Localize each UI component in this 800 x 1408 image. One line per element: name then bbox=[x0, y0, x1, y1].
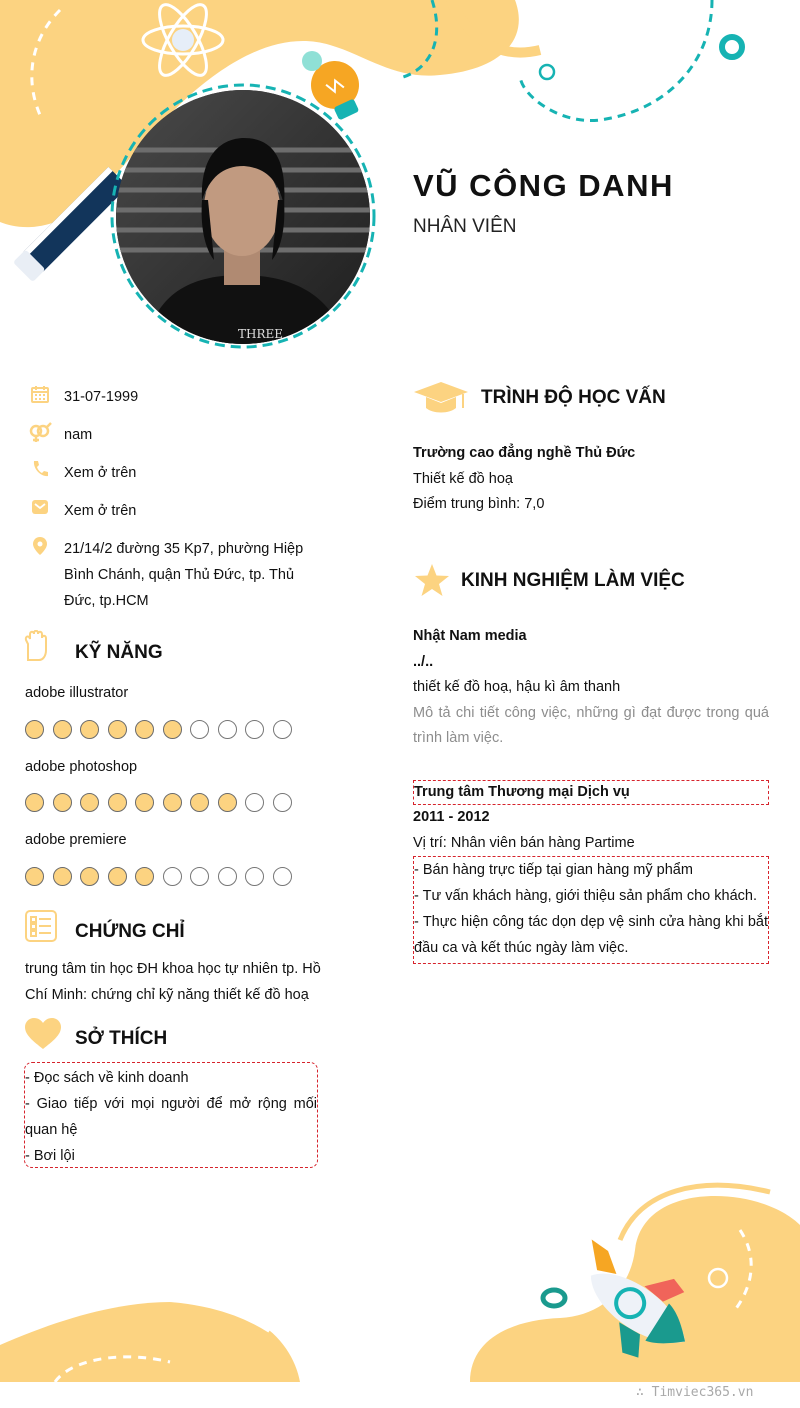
rating-dot-empty bbox=[273, 867, 292, 886]
skill-rating bbox=[25, 793, 292, 812]
skill-name: adobe premiere bbox=[25, 832, 127, 848]
education-title: TRÌNH ĐỘ HỌC VẤN bbox=[481, 387, 666, 408]
rating-dot-empty bbox=[163, 867, 182, 886]
contact-gender bbox=[28, 422, 328, 448]
job-description: Mô tả chi tiết công việc, những gì đạt được trong quá trình làm việc. bbox=[413, 704, 769, 746]
rating-dot-filled bbox=[53, 867, 72, 886]
rating-dot-filled bbox=[80, 867, 99, 886]
phone-icon bbox=[28, 460, 52, 482]
job-detail-item: - Tư vấn khách hàng, giới thiệu sản phẩm cho khách. bbox=[414, 888, 757, 904]
contact-birthday bbox=[28, 384, 328, 410]
rating-dot-filled bbox=[135, 867, 154, 886]
gender-value: nam bbox=[64, 427, 93, 443]
rating-dot-empty bbox=[218, 867, 237, 886]
experience-title: KINH NGHIỆM LÀM VIỆC bbox=[461, 570, 685, 591]
phone-value: Xem ở trên bbox=[64, 465, 137, 481]
rating-dot-empty bbox=[190, 720, 209, 739]
rating-dot-filled bbox=[25, 793, 44, 812]
skill-name: adobe illustrator bbox=[25, 685, 129, 701]
rating-dot-filled bbox=[108, 720, 127, 739]
job-detail-item: - Thực hiện công tác dọn dẹp vệ sinh cửa hàng khi bắt đầu ca và kết thúc ngày làm việc. bbox=[414, 914, 768, 956]
contact-phone bbox=[28, 460, 328, 486]
rating-dot-filled bbox=[163, 720, 182, 739]
school-name: Trường cao đẳng nghề Thủ Đức bbox=[413, 445, 636, 461]
address-value: 21/14/2 đường 35 Kp7, phường Hiệp Bình Chánh, quận Thủ Đức, tp. Thủ Đức, tp.HCM bbox=[64, 541, 304, 609]
job-entry bbox=[413, 780, 769, 964]
rating-dot-empty bbox=[245, 720, 264, 739]
rating-dot-filled bbox=[108, 867, 127, 886]
rating-dot-filled bbox=[163, 793, 182, 812]
hand-icon bbox=[23, 630, 49, 667]
hobbies-list bbox=[24, 1062, 318, 1168]
rating-dot-empty bbox=[218, 720, 237, 739]
major: Thiết kế đồ hoạ bbox=[413, 470, 513, 487]
rating-dot-empty bbox=[273, 793, 292, 812]
job-role: Vị trí: Nhân viên bán hàng Partime bbox=[413, 834, 635, 851]
skill-rating bbox=[25, 720, 292, 739]
rating-dot-filled bbox=[190, 793, 209, 812]
certificates-title: CHỨNG CHỈ bbox=[75, 921, 185, 942]
rating-dot-empty bbox=[245, 867, 264, 886]
star-icon bbox=[414, 563, 450, 602]
rating-dot-empty bbox=[190, 867, 209, 886]
svg-text:THREE: THREE bbox=[238, 327, 284, 341]
hobby-item: - Đọc sách về kinh doanh bbox=[25, 1070, 189, 1086]
calendar-icon bbox=[28, 384, 52, 406]
hobby-item: - Bơi lội bbox=[25, 1148, 75, 1164]
rating-dot-filled bbox=[135, 793, 154, 812]
rating-dot-filled bbox=[53, 793, 72, 812]
rating-dot-filled bbox=[135, 720, 154, 739]
company-name: Trung tâm Thương mại Dịch vụ bbox=[413, 780, 769, 805]
job-role: thiết kế đồ hoạ, hậu kì âm thanh bbox=[413, 679, 621, 695]
email-value: Xem ở trên bbox=[64, 503, 137, 519]
candidate-position: NHÂN VIÊN bbox=[413, 216, 517, 237]
skill-name: adobe photoshop bbox=[25, 759, 138, 775]
job-detail-item: - Bán hàng trực tiếp tại gian hàng mỹ phẩm bbox=[414, 862, 693, 878]
certificate-text: trung tâm tin học ĐH khoa học tự nhiên tp. Hồ Chí Minh: chứng chỉ kỹ năng thiết kế đồ hoạ bbox=[25, 961, 321, 1003]
company-name: Nhật Nam media bbox=[413, 628, 527, 644]
hobbies-title: SỞ THÍCH bbox=[75, 1028, 168, 1049]
education-entry bbox=[413, 441, 769, 518]
rating-dot-filled bbox=[218, 793, 237, 812]
contact-address bbox=[28, 536, 328, 614]
rating-dot-empty bbox=[245, 793, 264, 812]
hobby-item: - Giao tiếp với mọi người để mở rộng mối quan hệ bbox=[25, 1096, 317, 1138]
skill-rating bbox=[25, 867, 292, 886]
rating-dot-filled bbox=[53, 720, 72, 739]
contact-email bbox=[28, 498, 328, 524]
avatar bbox=[116, 90, 370, 344]
candidate-name: VŨ CÔNG DANH bbox=[413, 168, 674, 203]
birthday-value: 31-07-1999 bbox=[64, 389, 139, 405]
gpa: Điểm trung bình: 7,0 bbox=[413, 496, 545, 512]
checklist-icon bbox=[25, 910, 57, 947]
job-details bbox=[413, 856, 769, 964]
job-period: ../.. bbox=[413, 653, 434, 670]
email-icon bbox=[28, 498, 52, 520]
rating-dot-filled bbox=[25, 720, 44, 739]
rating-dot-empty bbox=[273, 720, 292, 739]
rating-dot-filled bbox=[25, 867, 44, 886]
graduation-cap-icon bbox=[413, 380, 469, 421]
gender-icon bbox=[28, 422, 52, 444]
heart-icon bbox=[25, 1018, 61, 1055]
job-period: 2011 - 2012 bbox=[413, 809, 490, 825]
rating-dot-filled bbox=[80, 793, 99, 812]
job-entry bbox=[413, 624, 769, 752]
skills-title: KỸ NĂNG bbox=[75, 642, 163, 663]
rating-dot-filled bbox=[80, 720, 99, 739]
location-pin-icon bbox=[28, 536, 52, 558]
rating-dot-filled bbox=[108, 793, 127, 812]
watermark: ∴ Timviec365.vn bbox=[636, 1385, 754, 1400]
